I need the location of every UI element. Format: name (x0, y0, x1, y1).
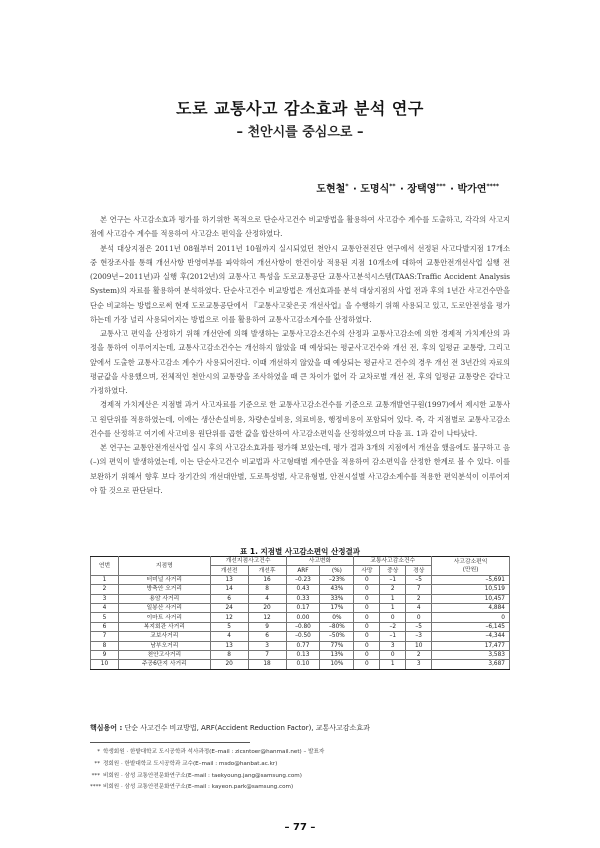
keywords (90, 723, 370, 733)
author-name: 박가연 (457, 184, 487, 195)
cell-pct: 0% (320, 613, 354, 622)
cell-before: 8 (210, 650, 248, 659)
cell-no: 2 (91, 585, 119, 594)
author-list (316, 180, 500, 195)
cell-serious: 3 (380, 641, 406, 650)
cell-pct: 10% (320, 660, 354, 669)
cell-before: 6 (210, 594, 248, 603)
cell-serious: 1 (380, 594, 406, 603)
cell-benefit: –5,691 (432, 575, 510, 584)
cell-site: 주공6단지 사거리 (118, 660, 210, 669)
author-mark: **** (486, 182, 499, 190)
cell-minor: 0 (406, 613, 432, 622)
author-separator: · (396, 184, 408, 195)
cell-arf: 0.10 (286, 660, 320, 669)
cell-site: 이마트 사거리 (118, 613, 210, 622)
cell-benefit: –4,344 (432, 632, 510, 641)
cell-after: 16 (248, 575, 286, 584)
cell-arf: –0.23 (286, 575, 320, 584)
benefit-table-body (91, 575, 510, 669)
footnote-text: 학생회원 · 한밭대학교 도시공학과 석사과정(E–mail : zicsntoer@hanmail.net) – 발표자 (103, 749, 325, 755)
cell-death: 0 (354, 622, 380, 631)
header-pct: (%) (320, 566, 354, 575)
cell-before: 24 (210, 603, 248, 612)
abstract-body (90, 213, 510, 498)
cell-death: 0 (354, 594, 380, 603)
cell-pct: 17% (320, 603, 354, 612)
cell-no: 4 (91, 603, 119, 612)
table-row (91, 660, 510, 669)
cell-minor: 2 (406, 594, 432, 603)
cell-minor: –5 (406, 575, 432, 584)
cell-arf: 0.00 (286, 613, 320, 622)
header-accident-reduction: 교통사고감소건수 (354, 557, 432, 566)
table-row (91, 585, 510, 594)
cell-before: 13 (210, 641, 248, 650)
cell-arf: 0.43 (286, 585, 320, 594)
cell-benefit: 3,583 (432, 650, 510, 659)
cell-minor: 2 (406, 650, 432, 659)
header-before: 개선전 (210, 566, 248, 575)
cell-after: 12 (248, 613, 286, 622)
cell-after: 6 (248, 632, 286, 641)
footnote (90, 759, 324, 771)
cell-site: 천안고사거리 (118, 650, 210, 659)
cell-benefit: 4,884 (432, 603, 510, 612)
cell-benefit: –6,145 (432, 622, 510, 631)
cell-before: 5 (210, 622, 248, 631)
header-arf: ARF (286, 566, 320, 575)
cell-after: 18 (248, 660, 286, 669)
cell-serious: 2 (380, 585, 406, 594)
cell-before: 4 (210, 632, 248, 641)
cell-arf: 0.17 (286, 603, 320, 612)
cell-arf: –0.80 (286, 622, 320, 631)
header-benefit-unit: (만원) (462, 566, 479, 573)
cell-pct: –80% (320, 622, 354, 631)
cell-no: 8 (91, 641, 119, 650)
cell-no: 5 (91, 613, 119, 622)
cell-no: 9 (91, 650, 119, 659)
author-mark: ** (389, 182, 396, 190)
header-no: 연번 (91, 557, 119, 576)
table-row (91, 641, 510, 650)
cell-death: 0 (354, 603, 380, 612)
cell-benefit: 10,457 (432, 594, 510, 603)
cell-after: 8 (248, 585, 286, 594)
author-mark: * (345, 182, 349, 190)
cell-after: 3 (248, 641, 286, 650)
cell-benefit: 0 (432, 613, 510, 622)
header-accident-change: 사고변화 (286, 557, 354, 566)
cell-death: 0 (354, 660, 380, 669)
cell-pct: 13% (320, 650, 354, 659)
table-row (91, 650, 510, 659)
author-separator: · (446, 184, 458, 195)
abstract-paragraph: 교통사고 편익을 산정하기 위해 개선안에 의해 발생하는 교통사고감소건수의 산정과 교통사고감소에 의한 경제적 가치계산의 과정을 통하여 이루어지는데, 교통사고감소건수는 개선하지 않았을 때 예상되는 평균사고건수와 개선 전, 후의 일평균 교통량, 그리고 앞에서 도출한 교통사고감소 계수가 사용되어진다. 이때 개선하지 않았을 때 예상되는 평균사고 건수의 경우 개선 전 3년간의 자료의 평균값을 사용했으며, 전체적인 천안시의 교통량을 조사하였을 때 큰 차이가 없어 각 교차로별 개선 전, 후의 일평균 교통량은 같다고 가정하였다. (90, 329, 510, 395)
header-death: 사망 (354, 566, 380, 575)
cell-death: 0 (354, 585, 380, 594)
cell-before: 13 (210, 575, 248, 584)
table-row (91, 613, 510, 622)
table-row (91, 594, 510, 603)
cell-before: 12 (210, 613, 248, 622)
footnote-mark: * (97, 749, 100, 755)
footnote-divider (90, 742, 250, 743)
cell-site: 용암 사거리 (118, 594, 210, 603)
author-name: 도명식 (360, 184, 390, 195)
table-row (91, 622, 510, 631)
cell-arf: 0.33 (286, 594, 320, 603)
cell-benefit: 17,477 (432, 641, 510, 650)
cell-site: 교보사거리 (118, 632, 210, 641)
cell-site: 복지회관 사거리 (118, 622, 210, 631)
footnote (90, 782, 324, 794)
cell-pct: 33% (320, 594, 354, 603)
header-serious: 중상 (380, 566, 406, 575)
cell-benefit: 3,687 (432, 660, 510, 669)
cell-pct: 77% (320, 641, 354, 650)
author-mark: *** (436, 182, 446, 190)
footnote-text: 비회원 · 삼성 교통안전문화연구소(E–mail : taekyoung.jang@samsung.com) (103, 772, 302, 779)
paper-subtitle: – 천안시를 중심으로 – (236, 125, 364, 140)
cell-pct: –50% (320, 632, 354, 641)
cell-after: 4 (248, 594, 286, 603)
header-minor: 경상 (406, 566, 432, 575)
author-separator: · (349, 184, 361, 195)
cell-arf: –0.50 (286, 632, 320, 641)
cell-after: 7 (248, 650, 286, 659)
footnote-mark: **** (90, 784, 102, 791)
cell-serious: –1 (380, 575, 406, 584)
cell-serious: 1 (380, 603, 406, 612)
keywords-label: 핵심용어 : (90, 724, 123, 732)
cell-minor: –3 (406, 632, 432, 641)
footnote-mark: ** (94, 760, 100, 767)
abstract-paragraph: 본 연구는 사고감소효과 평가를 하기위한 목적으로 단순사고건수 비교방법을 활용하여 사고감수 계수를 도출하고, 각각의 사고지점에 사고감수 계수를 적용하여 사고감소 편익을 산정하였다. (90, 215, 510, 239)
table-row (91, 575, 510, 584)
footnote-mark: *** (91, 772, 100, 779)
cell-serious: 0 (380, 650, 406, 659)
cell-serious: 0 (380, 613, 406, 622)
cell-death: 0 (354, 613, 380, 622)
cell-site: 일봉산 사거리 (118, 603, 210, 612)
cell-minor: 4 (406, 603, 432, 612)
cell-serious: –1 (380, 632, 406, 641)
cell-pct: –23% (320, 575, 354, 584)
cell-arf: 0.13 (286, 650, 320, 659)
cell-death: 0 (354, 641, 380, 650)
cell-after: 20 (248, 603, 286, 612)
cell-serious: –2 (380, 622, 406, 631)
footnote (90, 747, 324, 759)
footnote-text: 비회원 · 삼성 교통안전문화연구소(E–mail : kayeon.park@samsung.com) (103, 784, 294, 791)
header-accident-count: 개선지점사고건수 (210, 557, 286, 566)
abstract-paragraph: 본 연구는 교통안전개선사업 실시 후의 사고감소효과를 평가해 보았는데, 평가 결과 3개의 지점에서 개선을 했음에도 불구하고 음(–)의 편익이 발생하였는데, 이는 단순사고건수 비교법과 사고형태별 계수만을 적용하여 감소편익을 산정한 한계로 볼 수 있다. 이를 보완하기 위해서 향후 보다 장기간의 개선대안별, 도로특성별, 사고유형별, 안전시설별 사고감소계수를 적용한 편익분석이 이루어져야 할 것으로 판단된다. (90, 443, 510, 495)
cell-site: 터미널 사거리 (118, 575, 210, 584)
paper-title: 도로 교통사고 감소효과 분석 연구 (176, 99, 424, 118)
cell-minor: –5 (406, 622, 432, 631)
cell-before: 20 (210, 660, 248, 669)
header-benefit-label: 사고감소편익 (453, 558, 488, 565)
footnotes (90, 747, 324, 794)
cell-no: 10 (91, 660, 119, 669)
cell-minor: 3 (406, 660, 432, 669)
header-benefit (432, 557, 510, 576)
author-name: 도현철 (316, 184, 346, 195)
abstract-paragraph: 분석 대상지점은 2011년 08월부터 2011년 10월까지 실시되었던 천안시 교통안전진단 연구에서 선정된 사고다발지점 17개소 중 현장조사를 통해 개선사항 반영여부를 파악하여 개선사항이 한건이상 적용된 지점 10개소에 대하여 교통안전개선사업 실행 전(2009년~2011년)과 실행 후(2012년)의 교통사고 특성을 도로교통공단 교통사고분석시스템(TAAS:Traffic Accident Analysis System)의 자료를 활용하여 분석하였다. 단순사고건수 비교방법은 개선효과를 분석 대상지점의 사업 전과 후의 1년간 사고건수만을 단순 비교하는 방법으로써 현재 도로교통공단에서 『교통사고잦은곳 개선사업』을 수행하기 위해 사용되고 있고, 도로안전성을 평가하는데 가장 널리 사용되어지는 방법으로 이를 활용하여 교통사고감소계수를 산정하였다. (90, 243, 510, 324)
table-row (91, 603, 510, 612)
header-site: 지점명 (118, 557, 210, 576)
cell-no: 3 (91, 594, 119, 603)
keywords-text: 단순 사고건수 비교방법, ARF(Accident Reduction Factor), 교통사고감소효과 (124, 724, 370, 732)
cell-site: 남부오거리 (118, 641, 210, 650)
cell-benefit: 10,519 (432, 585, 510, 594)
footnote (90, 771, 324, 783)
cell-no: 7 (91, 632, 119, 641)
benefit-table (90, 556, 510, 670)
abstract-paragraph: 경제적 가치계산은 지점별 과거 사고자료를 기준으로 한 교통사고감소건수를 기준으로 교통개발연구원(1997)에서 제시한 교통사고 원단위를 적용하였는데, 이에는 생산손실비용, 차량손실비용, 의료비용, 행정비용이 포함되어 있다. 즉, 각 지점별로 교통사고감소건수를 산정하고 여기에 사고비용 원단위를 곱한 값을 합산하여 사고감소편익을 산정하였으며 다음 표. 1과 같이 나타났다. (90, 400, 510, 438)
cell-site: 방축안 오거리 (118, 585, 210, 594)
cell-before: 14 (210, 585, 248, 594)
footnote-text: 정회원 · 한밭대학교 도시공학과 교수(E–mail : msdo@hanbat.ac.kr) (103, 760, 278, 767)
cell-after: 9 (248, 622, 286, 631)
cell-arf: 0.77 (286, 641, 320, 650)
cell-pct: 43% (320, 585, 354, 594)
cell-minor: 7 (406, 585, 432, 594)
cell-no: 1 (91, 575, 119, 584)
header-after: 개선후 (248, 566, 286, 575)
cell-death: 0 (354, 575, 380, 584)
page-number: – 77 – (284, 822, 316, 833)
table-caption: 표 1. 지점별 사고감소편익 산정결과 (240, 547, 360, 556)
table-row (91, 632, 510, 641)
cell-minor: 10 (406, 641, 432, 650)
cell-death: 0 (354, 650, 380, 659)
author-name: 장택영 (407, 184, 437, 195)
cell-no: 6 (91, 622, 119, 631)
cell-death: 0 (354, 632, 380, 641)
cell-serious: 1 (380, 660, 406, 669)
